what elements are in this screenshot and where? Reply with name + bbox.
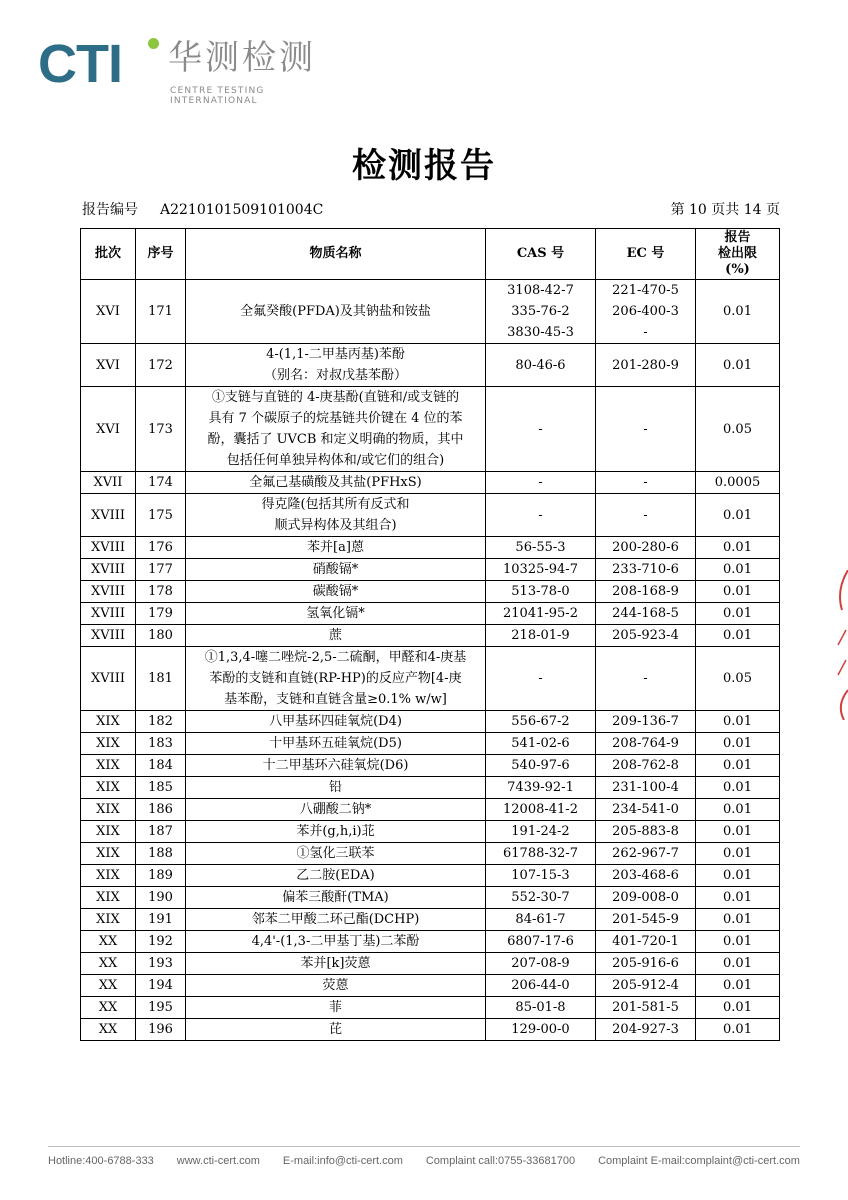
logo-brand: CTI — [38, 34, 122, 94]
cell-limit: 0.01 — [696, 581, 780, 603]
cell-substance-name: 全氟癸酸(PFDA)及其钠盐和铵盐 — [186, 280, 486, 344]
cell-ec: 201-545-9 — [596, 909, 696, 931]
report-number-label: 报告编号 — [82, 202, 138, 218]
seal-stamp-edge — [834, 570, 848, 720]
cell-no: 173 — [136, 387, 186, 472]
cell-limit: 0.01 — [696, 777, 780, 799]
table-row — [81, 559, 780, 581]
cell-limit: 0.01 — [696, 344, 780, 387]
cell-batch: XX — [81, 975, 136, 997]
footer-divider — [48, 1146, 800, 1147]
cell-no: 196 — [136, 1019, 186, 1041]
cell-limit: 0.01 — [696, 843, 780, 865]
cell-ec: 234-541-0 — [596, 799, 696, 821]
cell-batch: XIX — [81, 909, 136, 931]
cell-cas: 540-97-6 — [486, 755, 596, 777]
cell-substance-name: 十二甲基环六硅氧烷(D6) — [186, 755, 486, 777]
header-limit: 报告 检出限 (%) — [696, 229, 780, 280]
cell-no: 181 — [136, 647, 186, 711]
cell-substance-name: 碳酸镉* — [186, 581, 486, 603]
table-row — [81, 344, 780, 387]
cell-substance-name: ①支链与直链的 4-庚基酚(直链和/或支链的 具有 7 个碳原子的烷基链共价键在 4 位的苯 酚，囊括了 UVCB 和定义明确的物质，其中 包括任何单独异构体和/或它们的组合) — [186, 387, 486, 472]
table-row — [81, 387, 780, 472]
cell-batch: XIX — [81, 799, 136, 821]
cell-no: 191 — [136, 909, 186, 931]
cell-no: 171 — [136, 280, 186, 344]
cell-ec: 233-710-6 — [596, 559, 696, 581]
table-row — [81, 537, 780, 559]
footer-email[interactable]: E-mail:info@cti-cert.com — [282, 1155, 403, 1167]
cell-cas: 556-67-2 — [486, 711, 596, 733]
cell-limit: 0.01 — [696, 997, 780, 1019]
cell-limit: 0.05 — [696, 647, 780, 711]
header-batch: 批次 — [81, 229, 136, 280]
cell-limit: 0.01 — [696, 603, 780, 625]
cell-batch: XIX — [81, 755, 136, 777]
table-row — [81, 931, 780, 953]
cell-substance-name: 芘 — [186, 1019, 486, 1041]
table-row — [81, 865, 780, 887]
cell-no: 188 — [136, 843, 186, 865]
cell-substance-name: 4,4'-(1,3-二甲基丁基)二苯酚 — [186, 931, 486, 953]
cell-no: 186 — [136, 799, 186, 821]
footer-hotline: Hotline:400-6788-333 — [48, 1155, 154, 1167]
cell-ec: 208-168-9 — [596, 581, 696, 603]
cell-limit: 0.01 — [696, 537, 780, 559]
cell-no: 194 — [136, 975, 186, 997]
cell-no: 179 — [136, 603, 186, 625]
report-number-value: A2210101509101004C — [160, 202, 324, 218]
cell-cas: - — [486, 472, 596, 494]
table-row — [81, 494, 780, 537]
cell-cas: - — [486, 647, 596, 711]
cell-no: 178 — [136, 581, 186, 603]
cell-limit: 0.01 — [696, 733, 780, 755]
cell-no: 189 — [136, 865, 186, 887]
cell-batch: XIX — [81, 733, 136, 755]
cell-no: 177 — [136, 559, 186, 581]
cell-no: 195 — [136, 997, 186, 1019]
table-row — [81, 909, 780, 931]
cell-cas: 12008-41-2 — [486, 799, 596, 821]
header-no: 序号 — [136, 229, 186, 280]
table-row — [81, 280, 780, 344]
cell-batch: XVIII — [81, 603, 136, 625]
cell-batch: XX — [81, 931, 136, 953]
table-row — [81, 625, 780, 647]
cell-substance-name: 硝酸镉* — [186, 559, 486, 581]
cell-substance-name: 偏苯三酸酐(TMA) — [186, 887, 486, 909]
table-row — [81, 581, 780, 603]
cell-batch: XIX — [81, 711, 136, 733]
footer — [48, 1155, 800, 1167]
table-row — [81, 777, 780, 799]
cell-cas: 541-02-6 — [486, 733, 596, 755]
cell-cas: 107-15-3 — [486, 865, 596, 887]
cell-no: 175 — [136, 494, 186, 537]
cell-cas: 513-78-0 — [486, 581, 596, 603]
cell-cas: 218-01-9 — [486, 625, 596, 647]
cell-substance-name: 苯并[k]荧蒽 — [186, 953, 486, 975]
footer-complaint-call: Complaint call:0755-33681700 — [425, 1155, 576, 1167]
cell-batch: XIX — [81, 887, 136, 909]
cell-ec: - — [596, 494, 696, 537]
cell-ec: 205-912-4 — [596, 975, 696, 997]
table-row — [81, 799, 780, 821]
table-row — [81, 953, 780, 975]
cell-ec: - — [596, 387, 696, 472]
cell-ec: 221-470-5 206-400-3 - — [596, 280, 696, 344]
table-row — [81, 821, 780, 843]
cell-limit: 0.01 — [696, 887, 780, 909]
table-row — [81, 647, 780, 711]
cell-ec: 205-916-6 — [596, 953, 696, 975]
cell-no: 172 — [136, 344, 186, 387]
cell-cas: 84-61-7 — [486, 909, 596, 931]
cell-batch: XVI — [81, 387, 136, 472]
table-row — [81, 975, 780, 997]
cell-substance-name: ①1,3,4-噻二唑烷-2,5-二硫酮，甲醛和4-庚基 苯酚的支链和直链(RP-HP)的反应产物[4-庚 基苯酚，支链和直链含量≥0.1% w/w] — [186, 647, 486, 711]
table-row — [81, 997, 780, 1019]
cell-substance-name: 得克隆(包括其所有反式和 顺式异构体及其组合) — [186, 494, 486, 537]
footer-website[interactable]: www.cti-cert.com — [176, 1155, 260, 1167]
cell-batch: XIX — [81, 821, 136, 843]
substance-table — [80, 228, 780, 1041]
cell-no: 187 — [136, 821, 186, 843]
cell-batch: XVIII — [81, 537, 136, 559]
cell-no: 190 — [136, 887, 186, 909]
table-row — [81, 843, 780, 865]
header-ec: EC 号 — [596, 229, 696, 280]
cell-limit: 0.01 — [696, 953, 780, 975]
logo-dot — [148, 38, 159, 49]
company-logo — [38, 32, 328, 104]
cell-ec: 203-468-6 — [596, 865, 696, 887]
cell-batch: XX — [81, 997, 136, 1019]
cell-batch: XVIII — [81, 559, 136, 581]
table-body — [81, 280, 780, 1041]
cell-limit: 0.01 — [696, 975, 780, 997]
cell-substance-name: 铅 — [186, 777, 486, 799]
cell-ec: - — [596, 472, 696, 494]
cell-no: 184 — [136, 755, 186, 777]
cell-limit: 0.01 — [696, 821, 780, 843]
cell-ec: 201-280-9 — [596, 344, 696, 387]
table-row — [81, 1019, 780, 1041]
cell-limit: 0.01 — [696, 1019, 780, 1041]
table-row — [81, 755, 780, 777]
page-info: 第 10 页共 14 页 — [670, 202, 780, 218]
cell-substance-name: 氢氧化镉* — [186, 603, 486, 625]
cell-substance-name: 十甲基环五硅氧烷(D5) — [186, 733, 486, 755]
cell-substance-name: 荧蒽 — [186, 975, 486, 997]
cell-ec: 205-883-8 — [596, 821, 696, 843]
cell-batch: XX — [81, 953, 136, 975]
logo-en-name: CENTRE TESTING INTERNATIONAL — [170, 86, 265, 106]
cell-limit: 0.05 — [696, 387, 780, 472]
cell-batch: XVI — [81, 344, 136, 387]
cell-cas: 10325-94-7 — [486, 559, 596, 581]
cell-ec: 200-280-6 — [596, 537, 696, 559]
cell-limit: 0.01 — [696, 931, 780, 953]
cell-batch: XVI — [81, 280, 136, 344]
cell-limit: 0.01 — [696, 711, 780, 733]
cell-no: 182 — [136, 711, 186, 733]
cell-ec: 244-168-5 — [596, 603, 696, 625]
cell-limit: 0.01 — [696, 799, 780, 821]
cell-batch: XVIII — [81, 625, 136, 647]
cell-no: 180 — [136, 625, 186, 647]
cell-substance-name: 乙二胺(EDA) — [186, 865, 486, 887]
cell-ec: 208-764-9 — [596, 733, 696, 755]
cell-cas: 552-30-7 — [486, 887, 596, 909]
cell-limit: 0.01 — [696, 755, 780, 777]
table-row — [81, 733, 780, 755]
cell-ec: 401-720-1 — [596, 931, 696, 953]
cell-batch: XIX — [81, 865, 136, 887]
cell-no: 193 — [136, 953, 186, 975]
cell-no: 174 — [136, 472, 186, 494]
cell-cas: 206-44-0 — [486, 975, 596, 997]
cell-cas: - — [486, 494, 596, 537]
cell-cas: - — [486, 387, 596, 472]
cell-cas: 56-55-3 — [486, 537, 596, 559]
cell-batch: XIX — [81, 777, 136, 799]
cell-substance-name: 八硼酸二钠* — [186, 799, 486, 821]
table-row — [81, 603, 780, 625]
cell-cas: 61788-32-7 — [486, 843, 596, 865]
cell-limit: 0.01 — [696, 559, 780, 581]
cell-ec: 209-008-0 — [596, 887, 696, 909]
cell-limit: 0.01 — [696, 909, 780, 931]
cell-cas: 129-00-0 — [486, 1019, 596, 1041]
header-cas: CAS 号 — [486, 229, 596, 280]
cell-limit: 0.0005 — [696, 472, 780, 494]
cell-substance-name: 苯并(g,h,i)苝 — [186, 821, 486, 843]
cell-limit: 0.01 — [696, 494, 780, 537]
cell-substance-name: 苯并[a]蒽 — [186, 537, 486, 559]
cell-cas: 85-01-8 — [486, 997, 596, 1019]
cell-batch: XVIII — [81, 581, 136, 603]
logo-cn-name: 华测检测 — [168, 38, 316, 78]
cell-batch: XVIII — [81, 494, 136, 537]
cell-substance-name: 全氟己基磺酸及其盐(PFHxS) — [186, 472, 486, 494]
page-title: 检测报告 — [352, 146, 496, 186]
cell-ec: 205-923-4 — [596, 625, 696, 647]
table-row — [81, 472, 780, 494]
cell-substance-name: 八甲基环四硅氧烷(D4) — [186, 711, 486, 733]
cell-no: 185 — [136, 777, 186, 799]
cell-batch: XIX — [81, 843, 136, 865]
cell-ec: 208-762-8 — [596, 755, 696, 777]
cell-cas: 191-24-2 — [486, 821, 596, 843]
cell-cas: 80-46-6 — [486, 344, 596, 387]
cell-substance-name: 邻苯二甲酸二环己酯(DCHP) — [186, 909, 486, 931]
report-number — [82, 199, 323, 219]
table-row — [81, 711, 780, 733]
cell-ec: 231-100-4 — [596, 777, 696, 799]
table-header — [81, 229, 780, 280]
table-row — [81, 887, 780, 909]
cell-ec: 201-581-5 — [596, 997, 696, 1019]
cell-substance-name: 蔗 — [186, 625, 486, 647]
cell-no: 183 — [136, 733, 186, 755]
cell-no: 192 — [136, 931, 186, 953]
cell-ec: 209-136-7 — [596, 711, 696, 733]
cell-limit: 0.01 — [696, 865, 780, 887]
cell-substance-name: 菲 — [186, 997, 486, 1019]
cell-cas: 207-08-9 — [486, 953, 596, 975]
cell-batch: XX — [81, 1019, 136, 1041]
cell-ec: 262-967-7 — [596, 843, 696, 865]
cell-cas: 7439-92-1 — [486, 777, 596, 799]
footer-complaint-email[interactable]: Complaint E-mail:complaint@cti-cert.com — [598, 1155, 800, 1167]
cell-batch: XVIII — [81, 647, 136, 711]
cell-cas: 3108-42-7 335-76-2 3830-45-3 — [486, 280, 596, 344]
cell-limit: 0.01 — [696, 280, 780, 344]
cell-limit: 0.01 — [696, 625, 780, 647]
cell-substance-name: 4-(1,1-二甲基丙基)苯酚 （别名：对叔戊基苯酚） — [186, 344, 486, 387]
header-substance-name: 物质名称 — [186, 229, 486, 280]
cell-ec: 204-927-3 — [596, 1019, 696, 1041]
cell-batch: XVII — [81, 472, 136, 494]
cell-no: 176 — [136, 537, 186, 559]
cell-ec: - — [596, 647, 696, 711]
cell-cas: 21041-95-2 — [486, 603, 596, 625]
cell-substance-name: ①氢化三联苯 — [186, 843, 486, 865]
cell-cas: 6807-17-6 — [486, 931, 596, 953]
